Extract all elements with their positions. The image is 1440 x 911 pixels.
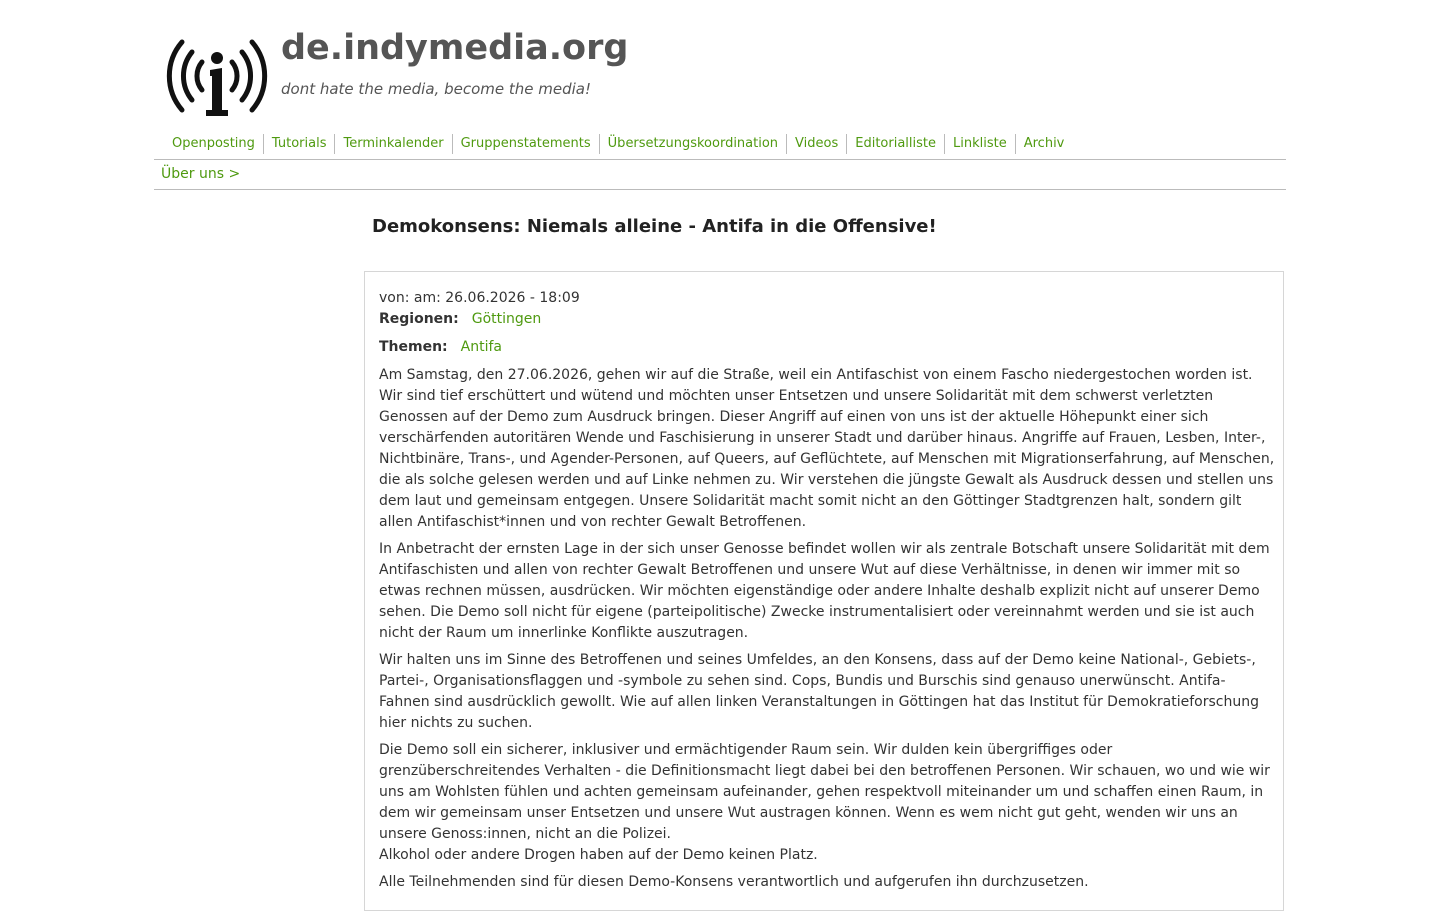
nav-item-videos[interactable]: Videos — [786, 134, 846, 154]
site-slogan: dont hate the media, become the media! — [281, 80, 591, 98]
about-link[interactable]: Über uns > — [161, 166, 241, 182]
regions-link[interactable]: Göttingen — [471, 311, 542, 327]
nav-item-openposting[interactable]: Openposting — [172, 136, 255, 151]
nav-item-terminkalender[interactable]: Terminkalender — [334, 134, 451, 154]
nav-item-linkliste[interactable]: Linkliste — [944, 134, 1015, 154]
article-paragraph-6: Alle Teilnehmenden sind für diesen Demo-Konsens verantwortlich und aufgerufen ihn durchzusetzen. — [379, 874, 1089, 890]
nav-item-gruppenstatements[interactable]: Gruppenstatements — [452, 134, 599, 154]
article-content — [379, 288, 1275, 899]
article-paragraph-1: Am Samstag, den 27.06.2026, gehen wir auf die Straße, weil ein Antifaschist von einem Fascho niedergestochen worden ist. Wir sind tief erschüttert und wütend und möchten unser Entsetzen und unsere Solidarität mit dem schwerst verletzten Genossen auf der Demo zum Ausdruck bringen. Dieser Angriff auf einen von uns ist der aktuelle Höhepunkt einer sich verschärfenden autoritären Wende und Faschisierung in unserer Stadt und darüber hinaus. Angriffe auf Frauen, Lesben, Inter-, Nichtbinäre, Trans-, und Agender-Personen, auf Queers, auf Geflüchtete, auf Menschen mit Migrationserfahrung, auf Menschen, die als solche gelesen werden und auf Linke nehmen zu. Wir verstehen die jüngste Gewalt als Ausdruck dessen und stellen uns dem laut und gemeinsam entgegen. Unsere Solidarität macht somit nicht an den Göttinger Stadtgrenzen halt, sondern gilt allen Antifaschist*innen und von rechter Gewalt Betroffenen. — [379, 367, 1275, 530]
article-paragraph-4: Die Demo soll ein sicherer, inklusiver und ermächtigender Raum sein. Wir dulden kein übergriffiges oder grenzüberschreitendes Verhalten - die Definitionsmacht liegt dabei bei den betroffenen Personen. Wir schauen, wo und wie wir uns am Wohlsten fühlen und achten gemeinsam aufeinander, gehen respektvoll miteinander um und schaffen einen Raum, in dem wir gemeinsam unser Entsetzen und unsere Wut austragen können. Wenn es wem nicht gut geht, wenden wir uns an unsere Genoss:innen, nicht an die Polizei. — [379, 742, 1270, 842]
nav-divider-top — [154, 159, 1286, 160]
site-title[interactable]: de.indymedia.org — [281, 28, 629, 68]
nav-item-tutorials[interactable]: Tutorials — [263, 134, 335, 154]
topics-field — [379, 337, 1275, 358]
article-body — [379, 365, 1275, 893]
article-meta: von: am: 26.06.2026 - 18:09 — [379, 290, 580, 306]
nav-item-uebersetzungskoordination[interactable]: Übersetzungskoordination — [599, 134, 786, 154]
article-paragraph-3: Wir halten uns im Sinne des Betroffenen und seines Umfeldes, an den Konsens, dass auf der Demo keine National-, Gebiets-, Partei-, Organisationsflaggen und -symbole zu sehen sind. Cops, Bundis und Burschis sind genauso unerwünscht. Antifa-Fahnen sind ausdrücklich gewollt. Wie auf allen linken Veranstaltungen in Göttingen hat das Institut für Demokratieforschung hier nichts zu suchen. — [379, 652, 1259, 731]
regions-field — [379, 309, 1275, 330]
article-title: Demokonsens: Niemals alleine - Antifa in die Offensive! — [372, 216, 937, 237]
topics-link[interactable]: Antifa — [460, 339, 503, 355]
article-box — [364, 271, 1284, 911]
nav-item-archiv[interactable]: Archiv — [1015, 134, 1073, 154]
indymedia-logo-icon[interactable] — [162, 30, 272, 122]
article-paragraph-5: Alkohol oder andere Drogen haben auf der Demo keinen Platz. — [379, 847, 818, 863]
nav-item-editorialliste[interactable]: Editorialliste — [846, 134, 944, 154]
regions-label: Regionen: — [379, 311, 459, 327]
topics-label: Themen: — [379, 339, 448, 355]
main-nav — [163, 134, 1072, 154]
article-paragraph-2: In Anbetracht der ernsten Lage in der sich unser Genosse befindet wollen wir als zentrale Botschaft unsere Solidarität mit dem Antifaschisten und allen von rechter Gewalt Betroffenen und unsere Wut auf diese Verhältnisse, in denen wir immer mit so etwas rechnen müssen, ausdrücken. Wir möchten eigenständige oder andere Inhalte deshalb explizit nicht auf unserer Demo sehen. Die Demo soll nicht für eigene (parteipolitische) Zwecke instrumentalisiert oder vereinnahmt werden und sie ist auch nicht der Raum um innerlinke Konflikte auszutragen. — [379, 541, 1270, 641]
nav-divider-bottom — [154, 189, 1286, 190]
